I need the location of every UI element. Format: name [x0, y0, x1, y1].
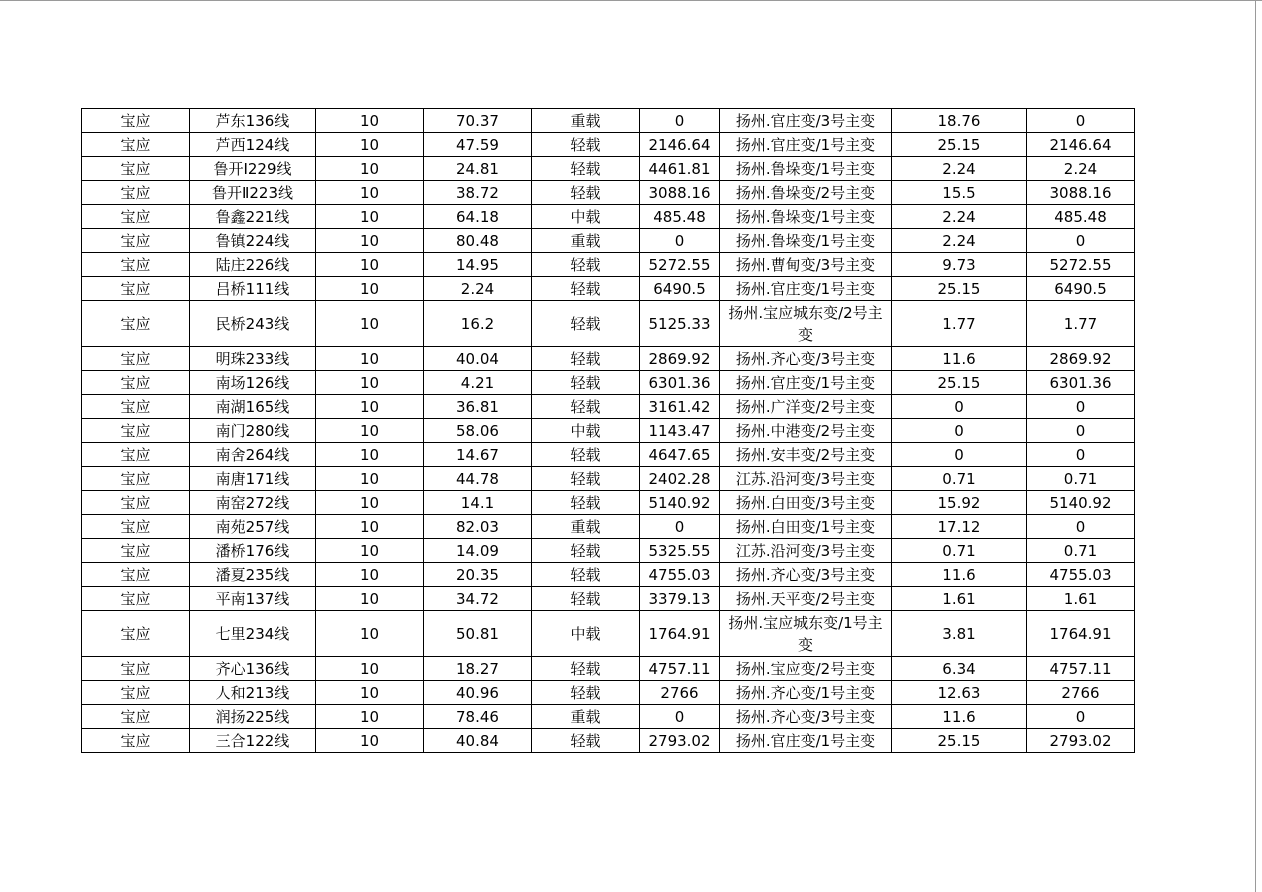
line-name-cell: 人和213线: [190, 681, 316, 705]
capacity-cell: 3161.42: [640, 395, 720, 419]
substation-cell: 扬州.广洋变/2号主变: [720, 395, 892, 419]
region-cell: 宝应: [82, 229, 190, 253]
region-cell: 宝应: [82, 681, 190, 705]
load-status-cell: 重载: [532, 229, 640, 253]
table-row: [82, 419, 1135, 443]
load-rate-cell: 78.46: [424, 705, 532, 729]
voltage-cell: 10: [316, 253, 424, 277]
substation-cell: 扬州.白田变/3号主变: [720, 491, 892, 515]
available-capacity-cell: 0: [1027, 419, 1135, 443]
load-rate-cell: 4.21: [424, 371, 532, 395]
available-capacity-cell: 4757.11: [1027, 657, 1135, 681]
transformer-rate-cell: 2.24: [892, 229, 1027, 253]
line-name-cell: 南窑272线: [190, 491, 316, 515]
substation-cell: 扬州.曹甸变/3号主变: [720, 253, 892, 277]
table-row: [82, 109, 1135, 133]
load-rate-cell: 16.2: [424, 301, 532, 347]
load-rate-cell: 58.06: [424, 419, 532, 443]
transformer-rate-cell: 11.6: [892, 347, 1027, 371]
transformer-rate-cell: 0: [892, 395, 1027, 419]
transformer-rate-cell: 18.76: [892, 109, 1027, 133]
load-status-cell: 轻载: [532, 443, 640, 467]
transformer-rate-cell: 11.6: [892, 563, 1027, 587]
load-status-cell: 轻载: [532, 681, 640, 705]
capacity-cell: 4647.65: [640, 443, 720, 467]
substation-cell: 江苏.沿河变/3号主变: [720, 539, 892, 563]
line-name-cell: 明珠233线: [190, 347, 316, 371]
substation-cell: 扬州.齐心变/3号主变: [720, 563, 892, 587]
load-status-cell: 轻载: [532, 467, 640, 491]
region-cell: 宝应: [82, 611, 190, 657]
load-status-cell: 轻载: [532, 587, 640, 611]
line-name-cell: 南湖165线: [190, 395, 316, 419]
substation-cell: 扬州.官庄变/3号主变: [720, 109, 892, 133]
table-row: [82, 587, 1135, 611]
load-rate-cell: 44.78: [424, 467, 532, 491]
available-capacity-cell: 2146.64: [1027, 133, 1135, 157]
transformer-rate-cell: 0: [892, 419, 1027, 443]
table-row: [82, 133, 1135, 157]
transformer-rate-cell: 17.12: [892, 515, 1027, 539]
table-row: [82, 539, 1135, 563]
region-cell: 宝应: [82, 371, 190, 395]
region-cell: 宝应: [82, 395, 190, 419]
load-status-cell: 轻载: [532, 301, 640, 347]
substation-cell: 扬州.安丰变/2号主变: [720, 443, 892, 467]
line-name-cell: 鲁开Ⅱ223线: [190, 181, 316, 205]
capacity-cell: 4461.81: [640, 157, 720, 181]
load-rate-cell: 14.09: [424, 539, 532, 563]
load-rate-cell: 70.37: [424, 109, 532, 133]
load-rate-cell: 14.1: [424, 491, 532, 515]
table-row: [82, 301, 1135, 347]
line-name-cell: 鲁鑫221线: [190, 205, 316, 229]
line-name-cell: 芦东136线: [190, 109, 316, 133]
voltage-cell: 10: [316, 467, 424, 491]
voltage-cell: 10: [316, 729, 424, 753]
load-status-cell: 重载: [532, 705, 640, 729]
voltage-cell: 10: [316, 229, 424, 253]
region-cell: 宝应: [82, 587, 190, 611]
region-cell: 宝应: [82, 705, 190, 729]
load-rate-cell: 36.81: [424, 395, 532, 419]
load-status-cell: 轻载: [532, 253, 640, 277]
load-rate-cell: 34.72: [424, 587, 532, 611]
voltage-cell: 10: [316, 515, 424, 539]
voltage-cell: 10: [316, 181, 424, 205]
table-row: [82, 157, 1135, 181]
transformer-rate-cell: 9.73: [892, 253, 1027, 277]
substation-cell: 扬州.鲁垛变/1号主变: [720, 205, 892, 229]
capacity-cell: 3379.13: [640, 587, 720, 611]
available-capacity-cell: 485.48: [1027, 205, 1135, 229]
line-name-cell: 潘夏235线: [190, 563, 316, 587]
region-cell: 宝应: [82, 347, 190, 371]
load-rate-cell: 40.96: [424, 681, 532, 705]
available-capacity-cell: 6301.36: [1027, 371, 1135, 395]
page-right-border: [1255, 0, 1256, 892]
available-capacity-cell: 0.71: [1027, 467, 1135, 491]
line-name-cell: 三合122线: [190, 729, 316, 753]
line-name-cell: 潘桥176线: [190, 539, 316, 563]
table-row: [82, 681, 1135, 705]
transformer-rate-cell: 6.34: [892, 657, 1027, 681]
capacity-cell: 2146.64: [640, 133, 720, 157]
load-rate-cell: 24.81: [424, 157, 532, 181]
transformer-rate-cell: 2.24: [892, 157, 1027, 181]
substation-cell: 扬州.鲁垛变/1号主变: [720, 157, 892, 181]
region-cell: 宝应: [82, 443, 190, 467]
load-rate-cell: 2.24: [424, 277, 532, 301]
region-cell: 宝应: [82, 133, 190, 157]
load-rate-cell: 64.18: [424, 205, 532, 229]
capacity-cell: 2402.28: [640, 467, 720, 491]
region-cell: 宝应: [82, 419, 190, 443]
voltage-cell: 10: [316, 419, 424, 443]
table-row: [82, 443, 1135, 467]
region-cell: 宝应: [82, 277, 190, 301]
transformer-rate-cell: 0.71: [892, 539, 1027, 563]
available-capacity-cell: 0: [1027, 109, 1135, 133]
substation-cell: 扬州.鲁垛变/1号主变: [720, 229, 892, 253]
voltage-cell: 10: [316, 705, 424, 729]
voltage-cell: 10: [316, 395, 424, 419]
capacity-cell: 6301.36: [640, 371, 720, 395]
load-status-cell: 轻载: [532, 539, 640, 563]
table-row: [82, 491, 1135, 515]
capacity-cell: 2793.02: [640, 729, 720, 753]
table-row: [82, 347, 1135, 371]
table-row: [82, 657, 1135, 681]
available-capacity-cell: 0: [1027, 395, 1135, 419]
voltage-cell: 10: [316, 205, 424, 229]
load-status-cell: 轻载: [532, 133, 640, 157]
capacity-cell: 5325.55: [640, 539, 720, 563]
table-row: [82, 277, 1135, 301]
table-row: [82, 515, 1135, 539]
line-name-cell: 鲁镇224线: [190, 229, 316, 253]
available-capacity-cell: 1764.91: [1027, 611, 1135, 657]
line-name-cell: 民桥243线: [190, 301, 316, 347]
load-status-cell: 重载: [532, 515, 640, 539]
available-capacity-cell: 5272.55: [1027, 253, 1135, 277]
line-name-cell: 南苑257线: [190, 515, 316, 539]
region-cell: 宝应: [82, 181, 190, 205]
table-body: [82, 109, 1135, 753]
line-name-cell: 七里234线: [190, 611, 316, 657]
substation-cell: 扬州.宝应城东变/1号主变: [720, 611, 892, 657]
capacity-cell: 4755.03: [640, 563, 720, 587]
capacity-cell: 1764.91: [640, 611, 720, 657]
region-cell: 宝应: [82, 205, 190, 229]
load-status-cell: 中载: [532, 611, 640, 657]
voltage-cell: 10: [316, 611, 424, 657]
transformer-rate-cell: 25.15: [892, 729, 1027, 753]
capacity-cell: 4757.11: [640, 657, 720, 681]
region-cell: 宝应: [82, 157, 190, 181]
line-name-cell: 芦西124线: [190, 133, 316, 157]
region-cell: 宝应: [82, 657, 190, 681]
available-capacity-cell: 3088.16: [1027, 181, 1135, 205]
table-row: [82, 371, 1135, 395]
load-rate-cell: 80.48: [424, 229, 532, 253]
load-status-cell: 轻载: [532, 491, 640, 515]
available-capacity-cell: 6490.5: [1027, 277, 1135, 301]
substation-cell: 扬州.鲁垛变/2号主变: [720, 181, 892, 205]
load-rate-cell: 40.04: [424, 347, 532, 371]
transformer-rate-cell: 25.15: [892, 277, 1027, 301]
substation-cell: 扬州.中港变/2号主变: [720, 419, 892, 443]
region-cell: 宝应: [82, 515, 190, 539]
available-capacity-cell: 1.61: [1027, 587, 1135, 611]
available-capacity-cell: 4755.03: [1027, 563, 1135, 587]
table-row: [82, 729, 1135, 753]
load-status-cell: 中载: [532, 205, 640, 229]
capacity-cell: 1143.47: [640, 419, 720, 443]
substation-cell: 扬州.官庄变/1号主变: [720, 371, 892, 395]
table-row: [82, 253, 1135, 277]
line-name-cell: 陆庄226线: [190, 253, 316, 277]
substation-cell: 扬州.宝应城东变/2号主变: [720, 301, 892, 347]
available-capacity-cell: 0: [1027, 515, 1135, 539]
region-cell: 宝应: [82, 253, 190, 277]
table-row: [82, 611, 1135, 657]
line-name-cell: 润扬225线: [190, 705, 316, 729]
load-rate-cell: 82.03: [424, 515, 532, 539]
load-status-cell: 轻载: [532, 563, 640, 587]
feeder-load-table: [81, 108, 1135, 753]
line-name-cell: 平南137线: [190, 587, 316, 611]
load-rate-cell: 20.35: [424, 563, 532, 587]
line-name-cell: 南舍264线: [190, 443, 316, 467]
substation-cell: 扬州.白田变/1号主变: [720, 515, 892, 539]
available-capacity-cell: 0: [1027, 443, 1135, 467]
voltage-cell: 10: [316, 443, 424, 467]
voltage-cell: 10: [316, 491, 424, 515]
transformer-rate-cell: 25.15: [892, 371, 1027, 395]
available-capacity-cell: 5140.92: [1027, 491, 1135, 515]
page-top-border: [0, 0, 1262, 1]
capacity-cell: 485.48: [640, 205, 720, 229]
region-cell: 宝应: [82, 539, 190, 563]
load-status-cell: 轻载: [532, 157, 640, 181]
transformer-rate-cell: 25.15: [892, 133, 1027, 157]
load-status-cell: 轻载: [532, 347, 640, 371]
region-cell: 宝应: [82, 729, 190, 753]
voltage-cell: 10: [316, 563, 424, 587]
region-cell: 宝应: [82, 563, 190, 587]
capacity-cell: 0: [640, 109, 720, 133]
voltage-cell: 10: [316, 587, 424, 611]
table-row: [82, 229, 1135, 253]
capacity-cell: 2766: [640, 681, 720, 705]
table-row: [82, 705, 1135, 729]
transformer-rate-cell: 1.61: [892, 587, 1027, 611]
load-rate-cell: 14.95: [424, 253, 532, 277]
available-capacity-cell: 2793.02: [1027, 729, 1135, 753]
table-row: [82, 181, 1135, 205]
table-row: [82, 205, 1135, 229]
capacity-cell: 3088.16: [640, 181, 720, 205]
transformer-rate-cell: 0.71: [892, 467, 1027, 491]
capacity-cell: 6490.5: [640, 277, 720, 301]
capacity-cell: 5125.33: [640, 301, 720, 347]
transformer-rate-cell: 1.77: [892, 301, 1027, 347]
substation-cell: 扬州.天平变/2号主变: [720, 587, 892, 611]
line-name-cell: 鲁开Ⅰ229线: [190, 157, 316, 181]
table-row: [82, 395, 1135, 419]
transformer-rate-cell: 15.92: [892, 491, 1027, 515]
capacity-cell: 0: [640, 515, 720, 539]
voltage-cell: 10: [316, 347, 424, 371]
capacity-cell: 5272.55: [640, 253, 720, 277]
voltage-cell: 10: [316, 109, 424, 133]
load-rate-cell: 38.72: [424, 181, 532, 205]
capacity-cell: 2869.92: [640, 347, 720, 371]
load-status-cell: 重载: [532, 109, 640, 133]
available-capacity-cell: 0.71: [1027, 539, 1135, 563]
transformer-rate-cell: 2.24: [892, 205, 1027, 229]
substation-cell: 扬州.宝应变/2号主变: [720, 657, 892, 681]
capacity-cell: 0: [640, 705, 720, 729]
available-capacity-cell: 2869.92: [1027, 347, 1135, 371]
load-status-cell: 轻载: [532, 657, 640, 681]
voltage-cell: 10: [316, 133, 424, 157]
load-rate-cell: 50.81: [424, 611, 532, 657]
load-status-cell: 轻载: [532, 371, 640, 395]
voltage-cell: 10: [316, 657, 424, 681]
voltage-cell: 10: [316, 681, 424, 705]
region-cell: 宝应: [82, 301, 190, 347]
load-rate-cell: 40.84: [424, 729, 532, 753]
substation-cell: 扬州.齐心变/3号主变: [720, 705, 892, 729]
transformer-rate-cell: 0: [892, 443, 1027, 467]
line-name-cell: 南唐171线: [190, 467, 316, 491]
capacity-cell: 5140.92: [640, 491, 720, 515]
load-rate-cell: 14.67: [424, 443, 532, 467]
available-capacity-cell: 2766: [1027, 681, 1135, 705]
load-status-cell: 轻载: [532, 181, 640, 205]
substation-cell: 扬州.官庄变/1号主变: [720, 277, 892, 301]
substation-cell: 扬州.齐心变/3号主变: [720, 347, 892, 371]
load-rate-cell: 47.59: [424, 133, 532, 157]
voltage-cell: 10: [316, 301, 424, 347]
voltage-cell: 10: [316, 277, 424, 301]
region-cell: 宝应: [82, 467, 190, 491]
substation-cell: 扬州.官庄变/1号主变: [720, 133, 892, 157]
transformer-rate-cell: 11.6: [892, 705, 1027, 729]
load-status-cell: 轻载: [532, 277, 640, 301]
load-status-cell: 轻载: [532, 395, 640, 419]
region-cell: 宝应: [82, 491, 190, 515]
transformer-rate-cell: 3.81: [892, 611, 1027, 657]
substation-cell: 江苏.沿河变/3号主变: [720, 467, 892, 491]
transformer-rate-cell: 12.63: [892, 681, 1027, 705]
capacity-cell: 0: [640, 229, 720, 253]
region-cell: 宝应: [82, 109, 190, 133]
load-status-cell: 中载: [532, 419, 640, 443]
voltage-cell: 10: [316, 539, 424, 563]
load-status-cell: 轻载: [532, 729, 640, 753]
line-name-cell: 南门280线: [190, 419, 316, 443]
available-capacity-cell: 2.24: [1027, 157, 1135, 181]
substation-cell: 扬州.齐心变/1号主变: [720, 681, 892, 705]
voltage-cell: 10: [316, 157, 424, 181]
voltage-cell: 10: [316, 371, 424, 395]
available-capacity-cell: 0: [1027, 229, 1135, 253]
line-name-cell: 齐心136线: [190, 657, 316, 681]
transformer-rate-cell: 15.5: [892, 181, 1027, 205]
table-row: [82, 563, 1135, 587]
table-row: [82, 467, 1135, 491]
load-rate-cell: 18.27: [424, 657, 532, 681]
available-capacity-cell: 1.77: [1027, 301, 1135, 347]
available-capacity-cell: 0: [1027, 705, 1135, 729]
line-name-cell: 吕桥111线: [190, 277, 316, 301]
substation-cell: 扬州.官庄变/1号主变: [720, 729, 892, 753]
line-name-cell: 南场126线: [190, 371, 316, 395]
